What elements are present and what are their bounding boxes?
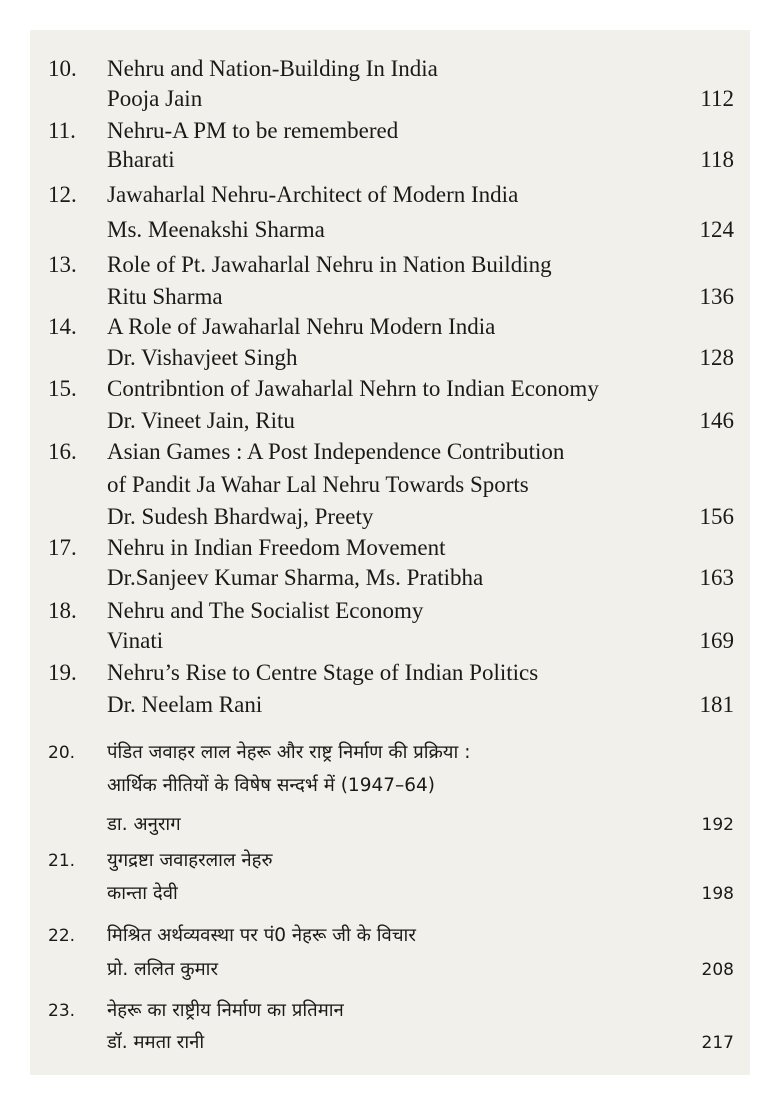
toc-entry-author <box>0 145 780 175</box>
entry-author: Dr. Vineet Jain, Ritu <box>107 408 295 433</box>
toc-entry-title-cont <box>0 771 780 801</box>
entry-number: 15. <box>48 376 77 401</box>
toc-entry-title <box>0 738 780 768</box>
entry-title: Nehru’s Rise to Centre Stage of Indian Politics <box>107 660 539 685</box>
toc-entry-author <box>0 406 780 436</box>
toc-entry-title <box>0 116 780 146</box>
entry-title: of Pandit Ja Wahar Lal Nehru Towards Sports <box>107 472 529 497</box>
entry-author: Bharati <box>107 147 175 172</box>
entry-author: Dr. Sudesh Bhardwaj, Preety <box>107 504 374 529</box>
entry-number: 16. <box>48 439 77 464</box>
entry-author: कान्ता देवी <box>107 883 178 904</box>
entry-page: 118 <box>700 147 734 172</box>
entry-title: Nehru in Indian Freedom Movement <box>107 535 446 560</box>
entry-page: 136 <box>699 284 734 309</box>
toc-entry-title-cont <box>0 470 780 500</box>
entry-author: Ritu Sharma <box>107 284 223 309</box>
toc-entry-author <box>0 343 780 373</box>
toc-entry-author <box>0 879 780 909</box>
entry-number: 22. <box>48 926 76 946</box>
toc-entry-author <box>0 84 780 114</box>
entry-page: 156 <box>699 504 734 529</box>
entry-number: 11. <box>48 118 76 143</box>
entry-author: डा. अनुराग <box>107 814 181 835</box>
toc-entry-title <box>0 921 780 951</box>
entry-author: प्रो. ललित कुमार <box>107 959 219 980</box>
entry-title: A Role of Jawaharlal Nehru Modern India <box>107 314 496 339</box>
entry-title: Role of Pt. Jawaharlal Nehru in Nation Building <box>107 252 552 277</box>
entry-title: Contribntion of Jawaharlal Nehrn to Indian Economy <box>107 376 599 401</box>
entry-author: Dr.Sanjeev Kumar Sharma, Ms. Pratibha <box>107 565 484 590</box>
entry-page: 128 <box>699 345 734 370</box>
entry-title: नेहरू का राष्ट्रीय निर्माण का प्रतिमान <box>107 1000 344 1021</box>
entry-author: Vinati <box>107 628 164 653</box>
toc-entry-author <box>0 282 780 312</box>
toc-entry-title <box>0 312 780 342</box>
entry-page: 169 <box>699 628 734 653</box>
entry-page: 208 <box>701 960 734 980</box>
toc-entry-title <box>0 437 780 467</box>
toc-entry-title <box>0 374 780 404</box>
entry-title: पंडित जवाहर लाल नेहरू और राष्ट्र निर्माण की प्रक्रिया : <box>107 742 471 763</box>
entry-number: 17. <box>48 535 77 560</box>
entry-title: मिश्रित अर्थव्यवस्था पर पं0 नेहरू जी के विचार <box>107 925 416 946</box>
entry-number: 12. <box>48 182 77 207</box>
entry-page: 198 <box>701 884 734 904</box>
entry-author: Ms. Meenakshi Sharma <box>107 217 325 242</box>
entry-number: 19. <box>48 660 77 685</box>
entry-title: Nehru and The Socialist Economy <box>107 598 424 623</box>
entry-number: 21. <box>48 851 76 871</box>
toc-entry-author <box>0 810 780 840</box>
entry-title: Asian Games : A Post Independence Contribution <box>107 439 565 464</box>
entry-title: Jawaharlal Nehru-Architect of Modern India <box>107 182 519 207</box>
entry-page: 181 <box>699 692 734 717</box>
entry-number: 18. <box>48 598 77 623</box>
toc-entry-title <box>0 54 780 84</box>
toc-entry-author <box>0 215 780 245</box>
toc-entry-author <box>0 563 780 593</box>
toc-entry-author <box>0 1028 780 1058</box>
entry-author: Dr. Neelam Rani <box>107 692 263 717</box>
toc-entry-title <box>0 180 780 210</box>
entry-author: Dr. Vishavjeet Singh <box>107 345 298 370</box>
entry-page: 217 <box>701 1033 734 1053</box>
entry-title: Nehru-A PM to be remembered <box>107 118 399 143</box>
toc-entry-author <box>0 626 780 656</box>
entry-title: युगद्रष्टा जवाहरलाल नेहरु <box>107 850 273 871</box>
entry-number: 14. <box>48 314 77 339</box>
entry-page: 192 <box>701 815 734 835</box>
entry-page: 112 <box>700 86 734 111</box>
toc-entry-title <box>0 996 780 1026</box>
entry-page: 163 <box>699 565 734 590</box>
entry-page: 146 <box>699 408 734 433</box>
entry-number: 20. <box>48 743 76 763</box>
entry-author: Pooja Jain <box>107 86 203 111</box>
entry-title: आर्थिक नीतियों के विषेष सन्दर्भ में (1947–64) <box>107 775 436 796</box>
entry-number: 23. <box>48 1001 76 1021</box>
toc-entry-title <box>0 533 780 563</box>
toc-entry-title <box>0 596 780 626</box>
entry-number: 13. <box>48 252 77 277</box>
toc-entry-title <box>0 250 780 280</box>
entry-title: Nehru and Nation-Building In India <box>107 56 438 81</box>
entry-number: 10. <box>48 56 77 81</box>
toc-entry-title <box>0 658 780 688</box>
toc-entry-author <box>0 502 780 532</box>
entry-page: 124 <box>699 217 734 242</box>
toc-entry-author <box>0 955 780 985</box>
toc-entry-author <box>0 690 780 720</box>
toc-entry-title <box>0 846 780 876</box>
entry-author: डॉ. ममता रानी <box>107 1032 205 1053</box>
